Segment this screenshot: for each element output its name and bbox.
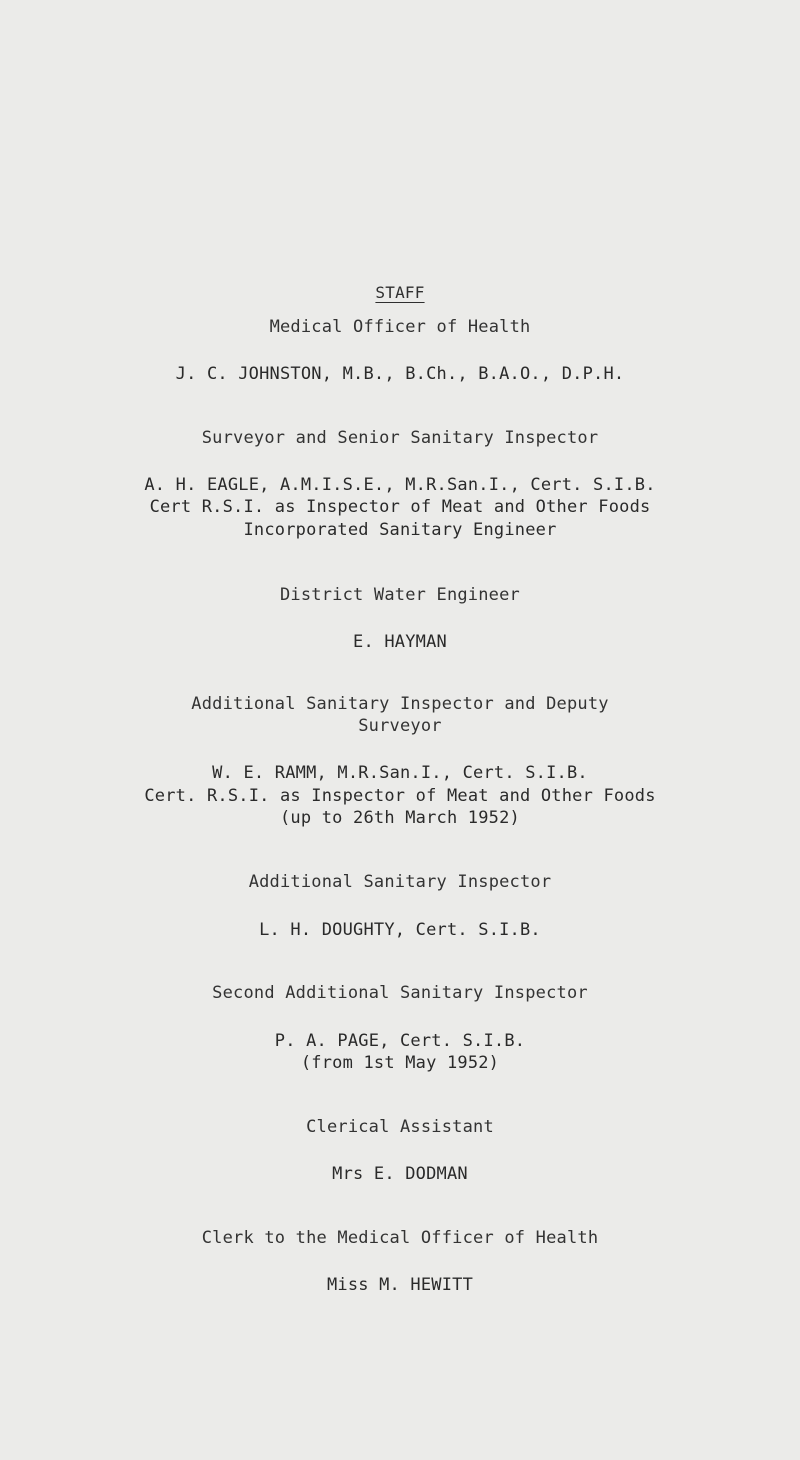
staff-qualification-line: Incorporated Sanitary Engineer (243, 520, 557, 540)
staff-name-doughty: L. H. DOUGHTY, Cert. S.I.B. (259, 920, 541, 940)
staff-qualification-line: Cert R.S.I. as Inspector of Meat and Other Foods (149, 497, 651, 517)
role-title-clerical-assistant: Clerical Assistant (306, 1117, 494, 1137)
staff-name-hayman: E. HAYMAN (353, 632, 447, 652)
staff-name-johnston: J. C. JOHNSTON, M.B., B.Ch., B.A.O., D.P.H. (175, 364, 625, 384)
role-title-clerk: Clerk to the Medical Officer of Health (201, 1228, 599, 1248)
staff-name-page: P. A. PAGE, Cert. S.I.B. (274, 1031, 526, 1051)
staff-name-eagle: A. H. EAGLE, A.M.I.S.E., M.R.San.I., Cert. S.I.B. (144, 475, 656, 495)
staff-name-ramm: W. E. RAMM, M.R.San.I., Cert. S.I.B. (212, 763, 588, 783)
staff-name-dodman: Mrs E. DODMAN (332, 1164, 468, 1184)
page-title: STAFF (375, 283, 425, 302)
role-title-deputy-surveyor: Additional Sanitary Inspector and Deputy (191, 694, 609, 714)
role-title-water-engineer: District Water Engineer (279, 585, 520, 605)
role-title-additional-inspector: Additional Sanitary Inspector (248, 872, 552, 892)
staff-qualification-line: Cert. R.S.I. as Inspector of Meat and Other Foods (144, 786, 656, 806)
role-title-surveyor: Surveyor and Senior Sanitary Inspector (201, 428, 599, 448)
staff-name-hewitt: Miss M. HEWITT (326, 1275, 474, 1295)
role-title-second-inspector: Second Additional Sanitary Inspector (212, 983, 588, 1003)
role-title-deputy-surveyor-cont: Surveyor (358, 716, 442, 736)
role-title-medical-officer: Medical Officer of Health (269, 317, 531, 337)
staff-date-note: (from 1st May 1952) (300, 1053, 500, 1073)
staff-date-note: (up to 26th March 1952) (279, 808, 520, 828)
